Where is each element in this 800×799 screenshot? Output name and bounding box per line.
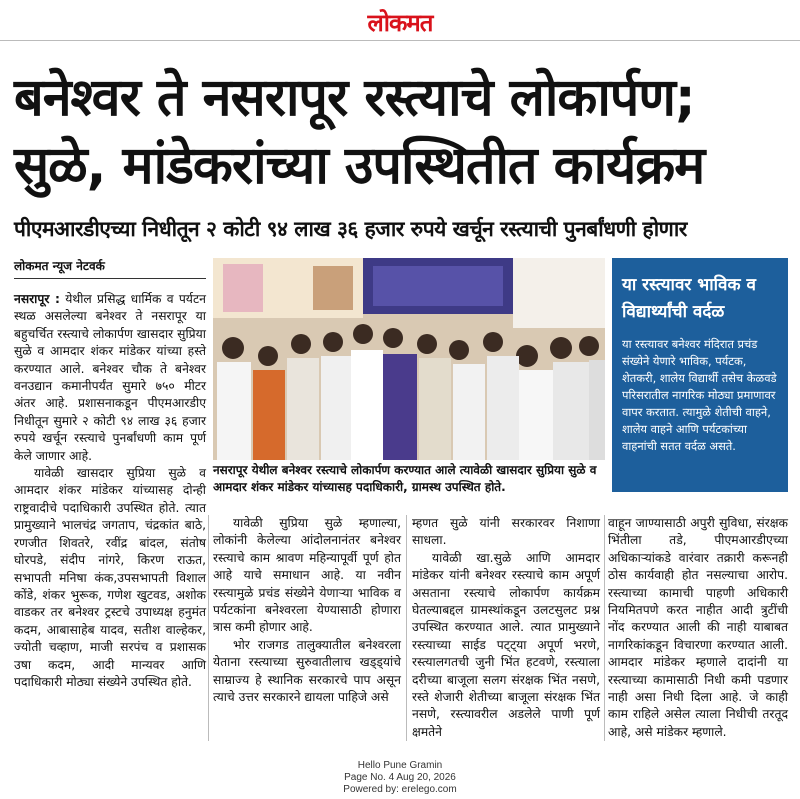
footer-page-date: Page No. 4 Aug 20, 2026 (344, 772, 456, 783)
sidebar-body: या रस्त्यावर बनेश्वर मंदिरात प्रचंड संख्येने येणारे भाविक, पर्यटक, शेतकरी, शालेय विद्यार्थी तसेच केळवडे परिसरातील नागरिक मोठ्या प्रमाणावर वापर करतात. त्यामुळे शेतीची वाहने, शालेय वाहने आणि पर्यटकांच्या वाहनांची सतत वर्दळ असते. (622, 337, 777, 453)
article-paragraph (14, 291, 206, 465)
article-paragraph: भोर राजगड तालुक्यातील बनेश्वरला येताना रस्त्याच्या सुरुवातीलाच खड्ड्यांचे साम्राज्य हे स्थानिक सरकारचे पाप असून त्याचे उत्तर सरकारने द्यायला पाहिजे असे (213, 637, 401, 705)
article-paragraph: यावेळी खा.सुळे आणि आमदार मांडेकर यांनी बनेश्वर रस्त्याचे काम अपूर्ण असताना रस्त्याचे लोकार्पण कार्यक्रम घेतल्याबद्दल ग्रामस्थांकडून उलटसुलट प्रश्न उपस्थित करण्यात आले. त्यात प्रामुख्याने रस्त्याच्या साईड पट्ट्या अपूर्ण भरणे, रस्त्यालगतची जुनी भिंत हटवणे, रस्त्याला दरीच्या बाजूला सलग संरक्षक भिंत नसणे, रस्ते शेजारी शेतीच्या बाजूला संरक्षक भिंत नसणे, रस्त्यावरील अडलेले पाणी पूर्ण क्षमतेने (412, 550, 600, 739)
page-footer (0, 760, 800, 796)
event-photo (213, 258, 605, 460)
masthead (0, 0, 800, 42)
article-paragraph: म्हणत सुळे यांनी सरकारवर निशाणा साधला. (412, 516, 600, 548)
article-column-3 (412, 515, 600, 741)
article-paragraph: यावेळी खासदार सुप्रिया सुळे व आमदार शंकर मांडेकर यांच्यासह दोन्ही राष्ट्रवादीचे पदाधिकारी उपस्थित होते. त्यात प्रामुख्याने भालचंद्र जगताप, चंद्रकांत बाठे, रणजीत शिवतरे, रवींद्र बांदल, संतोष घोरपडे, संदीप नांगरे, किरण राऊत, सभापती मनिषा कंक,उपसभापती विशाल कोंडे, शंकर भुरूक, गणेश खुटवड, अशोक वाडकर तर बनेश्वर ट्रस्टचे उपाध्यक्ष हनुमंत कदम, आबासाहेब यादव, सतीश वाल्हेकर, ज्योती चव्हाण, माजी सरपंच व प्रशासक उषा कदम, आदी मान्यवर आणि पदाधिकारी मोठ्या संख्येने उपस्थित होते. (14, 466, 206, 689)
event-photo-illustration (213, 258, 605, 460)
footer-edition: Hello Pune Gramin (357, 760, 443, 771)
headline-line-1: बनेश्वर ते नसरापूर रस्त्याचे लोकार्पण; (14, 68, 695, 128)
newspaper-logo: लोकमत (367, 8, 433, 37)
sidebar-title: या रस्त्यावर भाविक व विद्यार्थ्यांची वर्दळ (622, 275, 756, 322)
article-paragraph: यावेळी सुप्रिया सुळे म्हणाल्या, लोकांनी केलेल्या आंदोलनानंतर बनेश्वर रस्त्याचे काम श्रावण महिन्यापूर्वी पूर्ण होत आहे याचे समाधान आहे. या नवीन रस्त्यामुळे प्रचंड संख्येने येणाऱ्या भाविक व पर्यटकांना बनेश्वरला येण्यासाठी होणारा त्रास कमी होणार आहे. (213, 516, 401, 635)
column-divider (208, 515, 209, 741)
column-divider (604, 515, 605, 741)
headline-line-2: सुळे, मांडेकरांच्या उपस्थितीत कार्यक्रम (14, 136, 705, 196)
subheadline: पीएमआरडीएच्या निधीतून २ कोटी ९४ लाख ३६ हजार रुपये खर्चून रस्त्याची पुनर्बांधणी होणार (14, 217, 687, 241)
article-paragraph: वाहून जाण्यासाठी अपुरी सुविधा, संरक्षक भिंतीला तडे, पीएमआरडीएच्या अधिकाऱ्यांकडे वारंवार तक्रारी करूनही ठोस कार्यवाही होत नसल्याचा आरोप. रस्त्याच्या कामाची पाहणी अधिकारी नियमितपणे करत नाहीत आदी त्रुटींची नोंद करण्यात आली की नाही याबाबत नागरिकांकडून विचारणा करण्यात आली. आमदार मांडेकर म्हणाले दादांनी या रस्त्याच्या कामासाठी निधी कमी पडणार नाही असा निधी दिला आहे. जे काही काम राहिले असेल त्याला निधीची तरतूद आहे, असे मांडेकर म्हणाले. (608, 516, 788, 739)
footer-powered-by: Powered by: erelego.com (343, 784, 457, 795)
byline: लोकमत न्यूज नेटवर्क (14, 257, 206, 279)
column-divider (406, 515, 407, 741)
article-column-2 (213, 515, 401, 706)
article-column-4 (608, 515, 788, 741)
dateline: नसरापूर : (14, 292, 60, 306)
photo-caption: नसरापूर येथील बनेश्वर रस्त्याचे लोकार्पण करण्यात आले त्यावेळी खासदार सुप्रिया सुळे व आमदार शंकर मांडेकर यांच्यासह पदाधिकारी, ग्रामस्थ उपस्थित होते. (213, 463, 597, 494)
article-column-1 (14, 291, 206, 691)
masthead-divider (0, 40, 800, 41)
sidebar-box (612, 258, 788, 492)
article-text: येथील प्रसिद्ध धार्मिक व पर्यटन स्थळ असलेल्या बनेश्वर ते नसरापूर या बहुचर्चित रस्त्याचे लोकार्पण खासदार सुप्रिया सुळे व आमदार शंकर मांडेकर यांच्या हस्ते करण्यात आले. बनेश्वर चौक ते बनेश्वर वनउद्यान कमानीपर्यंत सुमारे ७५० मीटर अंतर आहे. प्रशासनाकडून पीएमआरडीए निधीतून सुमारे २ कोटी ९४ लाख ३६ हजार रुपये खर्चून रस्त्याचे पुनर्बांधणी काम पूर्ण केले जाणार आहे. (14, 292, 206, 463)
